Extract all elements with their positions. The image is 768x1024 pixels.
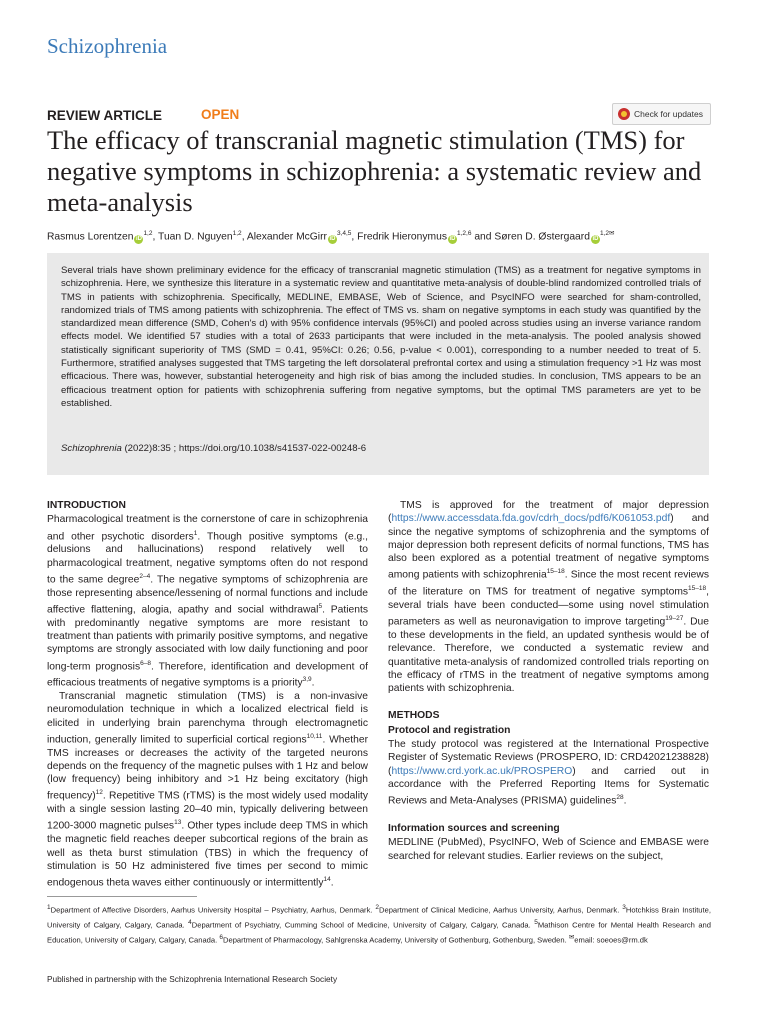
- intro-paragraph-3: [388, 499, 709, 695]
- url-link[interactable]: https://www.accessdata.fda.gov/cdrh_docs/pdf6/K061053.pdf: [391, 513, 671, 525]
- author-affiliation-superscript: 1,2,6: [457, 230, 472, 237]
- author-name[interactable]: Rasmus Lorentzen: [47, 231, 134, 243]
- author-separator: ,: [241, 231, 247, 243]
- right-column: [388, 499, 709, 863]
- text-run: Department of Clinical Medicine, Aarhus University, Aarhus, Denmark.: [379, 905, 623, 915]
- text-run: ) and since the negative symptoms of schizophrenia and the symptoms of major depression both represent deficits of normal functions, TMS has also been explored as a potential treatment of negative symptoms among patients with schizophrenia: [388, 513, 709, 581]
- text-run: Department of Psychiatry, Cumming School of Medicine, University of Calgary, Calgary, Canada.: [191, 920, 535, 930]
- text-run: .: [330, 877, 334, 889]
- author-affiliation-superscript: 1,2✉: [599, 230, 615, 237]
- citation-line: [61, 443, 366, 454]
- text-run: Department of Affective Disorders, Aarhus University Hospital – Psychiatry, Aarhus, Denmark.: [50, 905, 376, 915]
- citation-superscript[interactable]: 13: [174, 819, 182, 827]
- author-name[interactable]: Tuan D. Nguyen: [158, 231, 233, 243]
- author-list: [47, 227, 727, 244]
- journal-name: Schizophrenia: [47, 34, 168, 58]
- citation-journal: Schizophrenia: [61, 443, 122, 454]
- text-run: . Whether TMS increases or decreases the activity of the targeted neurons depends on the frequency of the magnetic pulses with 1 Hz and below (low frequency) being inhibitory and >1 Hz being excitatory (high frequency): [47, 734, 368, 802]
- text-run: . Therefore, identification and development of efficacious treatments of negative symptoms is a priority: [47, 660, 369, 689]
- citation-superscript[interactable]: 1: [193, 529, 198, 537]
- protocol-heading: Protocol and registration: [388, 724, 511, 736]
- citation-doi: (2022)8:35 ; https://doi.org/10.1038/s41537-022-00248-6: [121, 443, 367, 454]
- orcid-icon[interactable]: iD: [449, 236, 456, 243]
- check-for-updates-label: Check for updates: [634, 109, 703, 119]
- text-run: Department of Pharmacology, Sahlgrenska Academy, University of Gothenburg, Gothenburg, Sweden.: [222, 935, 569, 945]
- text-run: Pharmacological treatment is the cornerstone of care in schizophrenia and other psychotic disorders: [47, 514, 368, 543]
- author-affiliation-superscript: 3,4,5: [336, 230, 352, 237]
- author-separator: ,: [152, 231, 159, 243]
- text-run: The study protocol was registered at the International Prospective Register of Systematic Reviews (PROSPERO, ID: CRD42021238828) (: [388, 739, 709, 777]
- open-access-label: OPEN: [201, 107, 240, 122]
- author-name[interactable]: Fredrik Hieronymus: [357, 231, 447, 243]
- intro-paragraph-1: [47, 513, 368, 690]
- author-affiliation-superscript: 1,2: [143, 230, 153, 237]
- text-run: . Other types include deep TMS in which the magnetic field reaches deeper subcortical regions of the brain as well as theta burst stimulation (TBS) in which the frequency of stimulation is 50 Hz administered five times per second to mimic endogenous theta waves either continuously or intermittently: [47, 820, 368, 889]
- citation-superscript[interactable]: 5: [534, 919, 538, 927]
- citation-superscript[interactable]: 19–27: [665, 615, 684, 623]
- text-run: . Though positive symptoms (e.g., delusions and hallucinations) respond relatively well to pharmacological treatment, negative symptoms often do not respond to the same degree: [47, 531, 368, 586]
- partnership-note: Published in partnership with the Schizophrenia International Research Society: [47, 974, 338, 984]
- author-name[interactable]: Søren D. Østergaard: [494, 231, 590, 243]
- citation-superscript[interactable]: 2: [375, 904, 379, 911]
- citation-superscript[interactable]: 2–4: [139, 572, 151, 580]
- sources-paragraph: [388, 836, 709, 863]
- citation-superscript[interactable]: 10,11: [306, 732, 323, 740]
- footnote-rule: [47, 896, 197, 897]
- text-run: . Repetitive TMS (rTMS) is the most widely used modality with a single session lasting 20–40 min, typically delivering between 1200-3000 magnetic pulses: [47, 790, 368, 832]
- introduction-heading: INTRODUCTION: [47, 500, 126, 511]
- citation-superscript[interactable]: 15–18: [546, 568, 565, 576]
- author-separator: and: [471, 231, 495, 243]
- url-link[interactable]: https://www.crd.york.ac.uk/PROSPERO: [391, 765, 573, 777]
- article-title: The efficacy of transcranial magnetic stimulation (TMS) for negative symptoms in schizophrenia: a systematic review and meta-analysis: [47, 125, 702, 217]
- methods-heading: METHODS: [388, 710, 440, 722]
- abstract-box: [47, 253, 709, 475]
- text-run: Mathison Centre for Mental Health Research and Education, University of Calgary, Calgary, Canada.: [47, 920, 711, 945]
- check-updates-icon: [618, 108, 630, 120]
- orcid-icon[interactable]: iD: [329, 236, 336, 243]
- author-name[interactable]: Alexander McGirr: [246, 231, 327, 243]
- abstract-text: Several trials have shown preliminary evidence for the efficacy of transcranial magnetic stimulation (TMS) as a treatment for negative symptoms in schizophrenia. Here, we synthesize this literature in a systematic review and quantitative meta-analysis of double-blind randomized controlled trials of TMS in patients with schizophrenia. Specifically, MEDLINE, EMBASE, Web of Science, and PsycINFO were searched for sham-controlled, randomized trials of TMS among patients with schizophrenia. The effect of TMS vs. sham on negative symptoms in each study was quantified by the standardized mean difference (SMD, Cohen's d) with 95% confidence intervals (95%CI) and pooled across studies using an inverse variance random effects model. We identified 57 studies with a total of 2633 participants that were included in the meta-analysis. The pooled analysis showed statistically significant superiority of TMS (SMD = 0.41, 95%CI: 0.26; 0.56, p-value < 0.001), corresponding to a number needed to treat of 5. Furthermore, stratified analyses suggested that TMS targeting the left dorsolateral prefrontal cortex and using a stimulation frequency >1 Hz was most efficacious. There was, however, substantial heterogeneity and high risk of bias among the included studies. In conclusion, TMS appears to be an efficacious treatment option for patients with schizophrenia suffering from negative symptoms, but the optimal TMS parameters are yet to be established.: [61, 265, 701, 409]
- text-run: , several trials have been conducted—some using novel stimulation parameters as well as neuronavigation to improve targeting: [388, 586, 709, 628]
- text-run: .: [623, 795, 627, 807]
- orcid-icon[interactable]: iD: [135, 236, 142, 243]
- text-run: email: soeoes@rm.dk: [574, 935, 648, 945]
- text-run: TMS is approved for the treatment of major depression (: [388, 500, 709, 525]
- citation-superscript[interactable]: 1: [47, 904, 51, 911]
- text-run: . The negative symptoms of schizophrenia are those representing absence/lessening of normal functions and include affective flattening, alogia, apathy and social withdrawal: [47, 574, 368, 616]
- text-run: MEDLINE (PubMed), PsycINFO, Web of Science and EMBASE were searched for relevant studies. Earlier reviews on the subject,: [388, 837, 709, 862]
- text-run: Hotchkiss Brain Institute, University of Calgary, Calgary, Canada.: [47, 905, 711, 930]
- text-run: ) and carried out in accordance with the Preferred Reporting Items for Systematic Reviews and Meta-Analyses (PRISMA) guidelines: [388, 765, 709, 807]
- citation-superscript[interactable]: 12: [95, 789, 103, 797]
- text-run: .: [311, 677, 315, 689]
- citation-superscript[interactable]: 6–8: [140, 659, 151, 667]
- citation-superscript[interactable]: 6: [219, 934, 223, 942]
- citation-superscript[interactable]: 5: [318, 602, 323, 610]
- text-run: . Due to these developments in the field, an updated synthesis would be of relevance. Therefore, we conducted a systematic review and quantitative meta-analysis of randomized controlled trials reporting on the efficacy of rTMS in the treatment of negative symptoms among patients with schizophrenia.: [388, 616, 709, 695]
- citation-superscript[interactable]: 3: [622, 904, 626, 911]
- author-affiliation-superscript: 1,2: [232, 230, 242, 237]
- intro-paragraph-2: [47, 690, 368, 890]
- citation-superscript[interactable]: 28: [616, 794, 624, 802]
- left-column: [47, 499, 368, 890]
- citation-superscript[interactable]: 3,9: [302, 676, 312, 684]
- author-separator: ,: [351, 231, 358, 243]
- citation-superscript[interactable]: 4: [188, 919, 192, 927]
- citation-superscript[interactable]: 15–18: [688, 585, 707, 593]
- article-type-row: [47, 107, 719, 127]
- sources-heading: Information sources and screening: [388, 822, 560, 834]
- affiliations-footnote: [47, 902, 711, 947]
- check-for-updates-button[interactable]: [612, 103, 711, 125]
- text-run: . Since the most recent reviews of the literature on TMS for treatment of negative symptoms: [388, 569, 709, 598]
- orcid-icon[interactable]: iD: [592, 236, 599, 243]
- protocol-paragraph: [388, 738, 709, 808]
- text-run: . Patients with predominantly negative symptoms are more resistant to treatment than patients with primarily positive symptoms, and negative symptoms are strongly associated with low daily functioning and poor long-term prognosis: [47, 604, 368, 672]
- text-run: Transcranial magnetic stimulation (TMS) is a non-invasive neuromodulation technique in which a localized electrical field is elicited in underlying brain parenchyma through electromagnetic induction, generally limited to superficial cortical regions: [47, 690, 368, 746]
- article-type: REVIEW ARTICLE: [47, 108, 163, 123]
- citation-superscript[interactable]: 14: [323, 876, 331, 884]
- citation-superscript[interactable]: ✉: [568, 934, 575, 942]
